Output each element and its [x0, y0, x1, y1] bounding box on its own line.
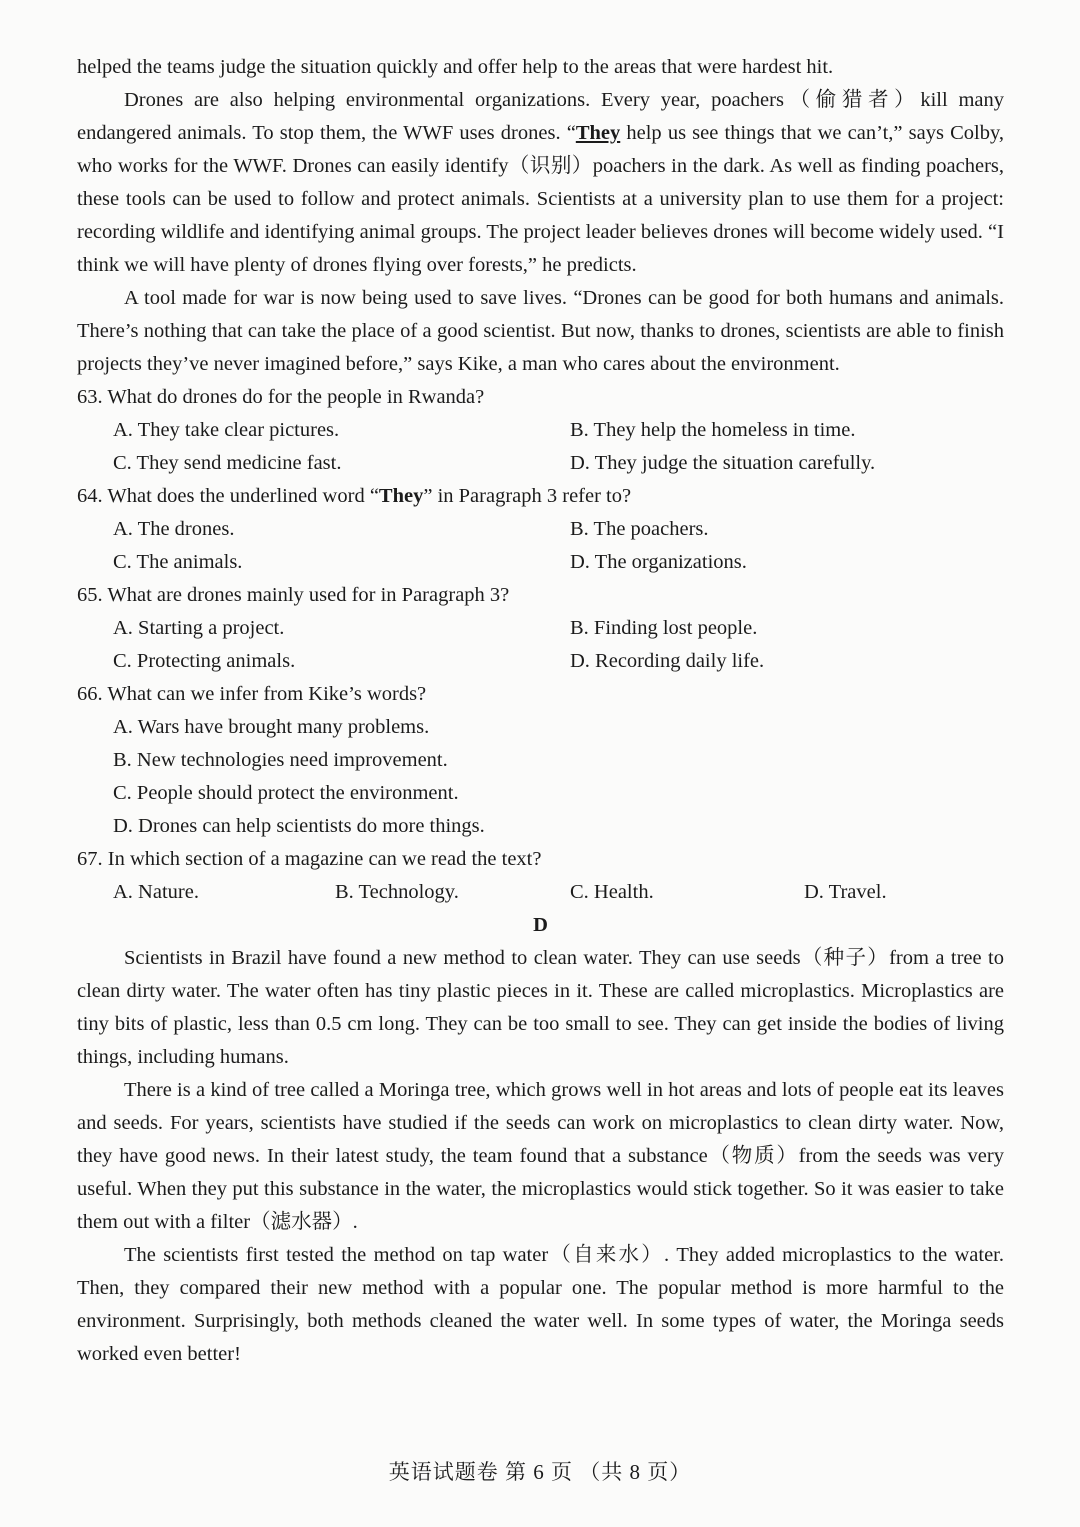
text-run: ” in Paragraph 3 refer to? — [423, 485, 632, 507]
option-d: D. They judge the situation carefully. — [570, 452, 876, 474]
option-d: D. The organizations. — [570, 551, 747, 573]
option-c: C. Health. — [570, 881, 654, 903]
option-a: A. Wars have brought many problems. — [113, 716, 430, 738]
option-c: C. The animals. — [113, 551, 243, 573]
option-b: B. They help the homeless in time. — [570, 419, 856, 441]
option-b: B. Technology. — [335, 881, 459, 903]
passage-c-paragraph-2-tail: helped the teams judge the situation quickly and offer help to the areas that were hardest hit. — [77, 56, 834, 78]
option-b: B. The poachers. — [570, 518, 709, 540]
option-d: D. Travel. — [804, 881, 887, 903]
question-63-options — [113, 414, 1004, 480]
page-content — [77, 51, 1004, 1371]
question-65-stem: 65. What are drones mainly used for in Paragraph 3? — [77, 584, 510, 606]
option-c: C. People should protect the environment. — [113, 782, 459, 804]
passage-d-paragraph-3: The scientists first tested the method on tap water（自来水）. They added microplastics to the water. Then, they compared their new method with a popular one. The popular method is more harmful to the environment. Surprisingly, both methods cleaned the water well. In some types of water, the Moringa seeds worked even better! — [77, 1244, 1004, 1365]
section-d-title: D — [533, 914, 548, 936]
question-65-options — [113, 612, 1004, 678]
option-a: A. Nature. — [113, 881, 199, 903]
option-c: C. Protecting animals. — [113, 650, 296, 672]
text-run: 64. What does the underlined word “ — [77, 485, 379, 507]
page-footer: 英语试题卷 第 6 页 （共 8 页） — [388, 1460, 692, 1484]
question-64-options — [113, 513, 1004, 579]
option-a: A. They take clear pictures. — [113, 419, 340, 441]
question-63-stem: 63. What do drones do for the people in Rwanda? — [77, 386, 485, 408]
passage-d-paragraph-1: Scientists in Brazil have found a new method to clean water. They can use seeds（种子）from a tree to clean dirty water. The water often has tiny plastic pieces in it. These are called microplastics. Microplastics are tiny bits of plastic, less than 0.5 cm long. They can be too small to see. They can get inside the bodies of living things, including humans. — [77, 947, 1004, 1068]
option-d: D. Recording daily life. — [570, 650, 765, 672]
text-run: Drones are also helping environmental organizations. Every year, poachers（偷猎者）kill many endangered animals. To stop them, the WWF uses drones. “ — [77, 89, 1004, 144]
passage-c-paragraph-3 — [77, 84, 1004, 282]
option-a: A. The drones. — [113, 518, 235, 540]
text-run: help us see things that we can’t,” says Colby, who works for the WWF. Drones can easily identify（识别）poachers in the dark. As well as finding poachers, these tools can be used to follow and protect animals. Scientists at a university plan to use them for a project: recording wildlife and identifying animal groups. The project leader believes drones will become widely used. “I think we will have plenty of drones flying over forests,” he predicts. — [77, 122, 1004, 276]
underlined-word-they: They — [575, 122, 621, 144]
question-64-stem — [77, 480, 1004, 513]
question-67-stem: 67. In which section of a magazine can we read the text? — [77, 848, 542, 870]
option-d: D. Drones can help scientists do more things. — [113, 815, 485, 837]
option-b: B. Finding lost people. — [570, 617, 758, 639]
question-67-options — [113, 876, 1004, 909]
question-66-stem: 66. What can we infer from Kike’s words? — [77, 683, 427, 705]
option-b: B. New technologies need improvement. — [113, 749, 448, 771]
question-66-options — [113, 711, 1004, 843]
quoted-word: They — [378, 485, 424, 507]
option-c: C. They send medicine fast. — [113, 452, 342, 474]
passage-d-paragraph-2: There is a kind of tree called a Moringa tree, which grows well in hot areas and lots of people eat its leaves and seeds. For years, scientists have studied if the seeds can work on microplastics to clean dirty water. Now, they have good news. In their latest study, the team found that a substance（物质）from the seeds was very useful. When they put this substance in the water, the microplastics would stick together. So it was easier to take them out with a filter（滤水器）. — [77, 1079, 1004, 1233]
passage-c-paragraph-4: A tool made for war is now being used to save lives. “Drones can be good for both humans and animals. There’s nothing that can take the place of a good scientist. But now, thanks to drones, scientists are able to finish projects they’ve never imagined before,” says Kike, a man who cares about the environment. — [77, 287, 1004, 375]
option-a: A. Starting a project. — [113, 617, 285, 639]
